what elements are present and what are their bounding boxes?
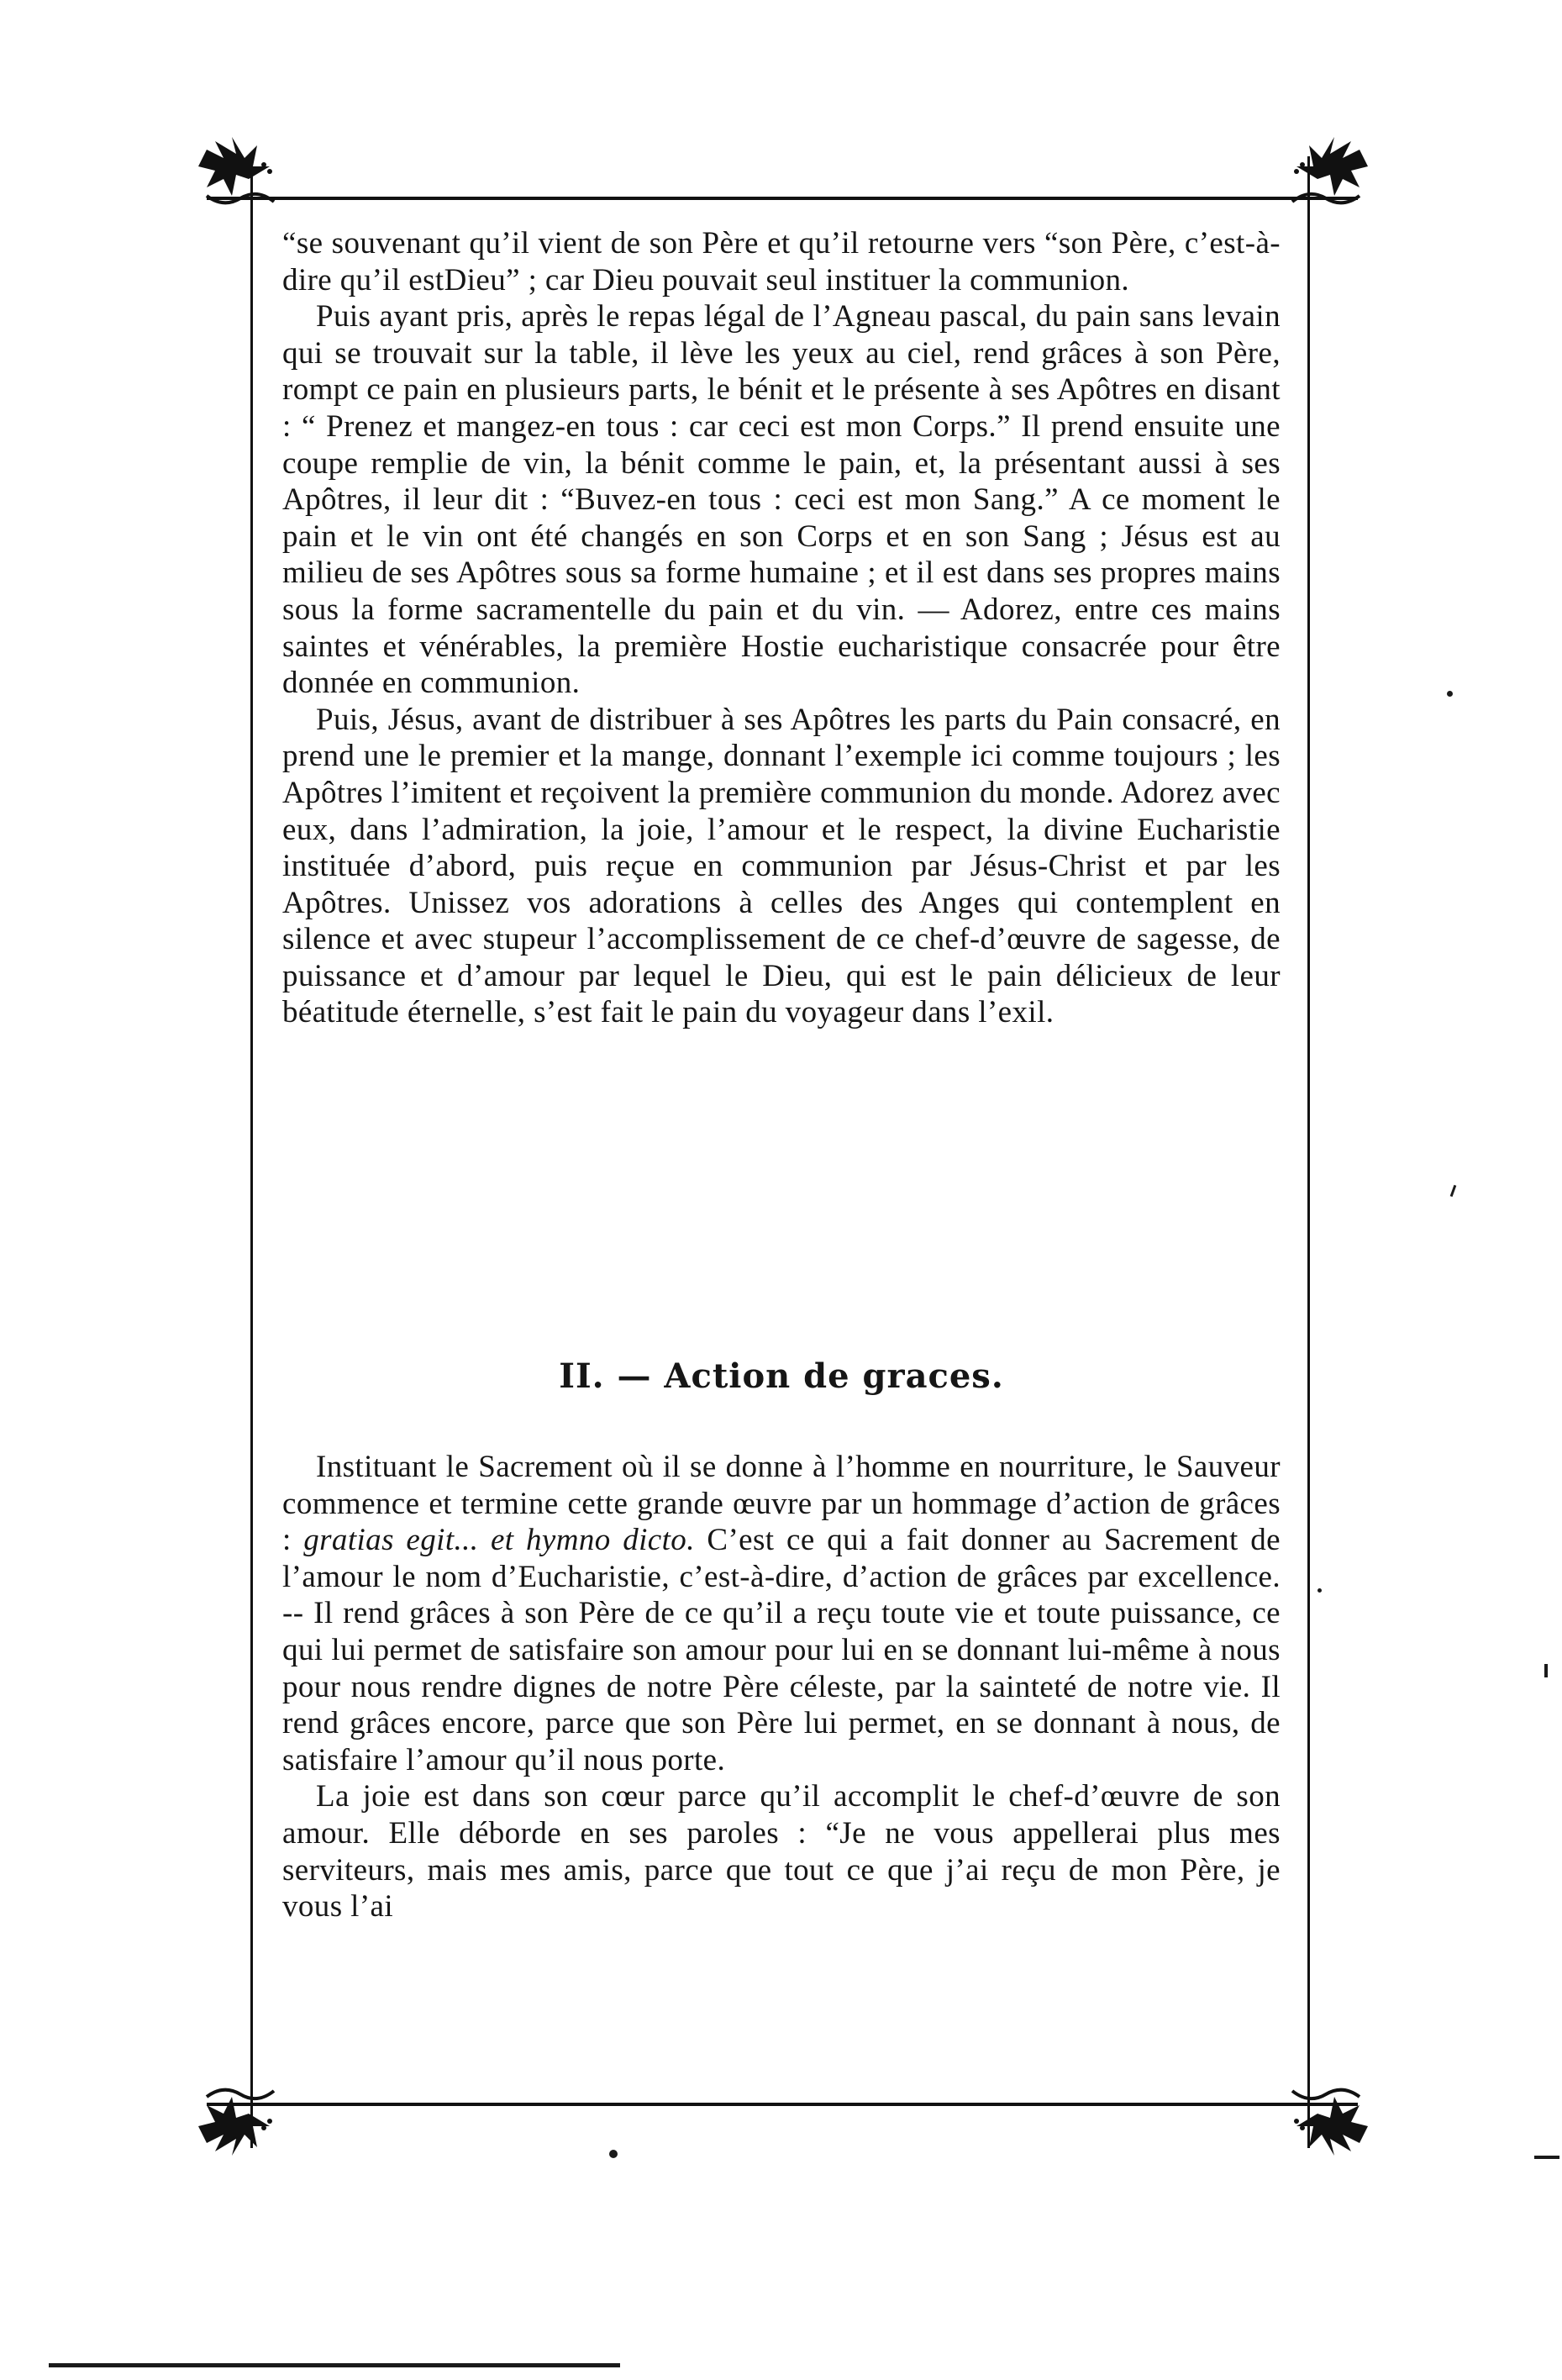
section-one-text bbox=[282, 225, 1281, 1031]
scan-tick bbox=[1544, 1664, 1548, 1677]
scan-dot bbox=[1317, 1588, 1322, 1593]
floral-corner-ornament-bottom-right bbox=[1284, 2067, 1376, 2160]
section-heading: II. — Action de graces. bbox=[559, 1356, 1004, 1396]
scan-dot bbox=[609, 2150, 618, 2158]
frame-left-rule bbox=[250, 156, 253, 2148]
paragraph bbox=[282, 1449, 1281, 1778]
floral-corner-ornament-top-left bbox=[190, 133, 282, 225]
frame-top-rule bbox=[207, 197, 1358, 200]
scan-dash bbox=[1534, 2156, 1559, 2159]
scan-rule-bottom bbox=[49, 2363, 620, 2367]
scan-tick bbox=[1450, 1185, 1457, 1197]
section-two-text bbox=[282, 1449, 1281, 1925]
paragraph: Puis, Jésus, avant de distribuer à ses Apôtres les parts du Pain consacré, en prend une le premier et la mange, donnant l’exemple ici comme toujours ; les Apôtres l’imitent et reçoivent la première communion du monde. Adorez avec eux, dans l’admiration, la joie, l’amour et le respect, la divine Eucharistie instituée d’abord, puis reçue en communion par Jésus-Christ et par les Apôtres. Unissez vos adorations à celles des Anges qui contemplent en silence et avec stupeur l’accomplissement de ce chef-d’œuvre de sagesse, de puissance et d’amour par lequel le Dieu, qui est le pain délicieux de leur béatitude éternelle, s’est fait le pain du voyageur dans l’exil. bbox=[282, 702, 1281, 1030]
floral-corner-ornament-bottom-left bbox=[190, 2067, 282, 2160]
paragraph-text: Instituant le Sacrement où il se donne à l’homme en nourriture, le Sauveur commence et termine cette grande œuvre par un hommage d’action de grâces : bbox=[282, 1450, 1281, 1558]
paragraph: Puis ayant pris, après le repas légal de l’Agneau pascal, du pain sans levain qui se trouvait sur la table, il lève les yeux au ciel, rend grâces à son Père, rompt ce pain en plusieurs parts, le bénit et le présente à ses Apôtres en disant : “ Prenez et mangez-en tous : car ceci est mon Corps.” Il prend ensuite une coupe remplie de vin, la bénit comme le pain, et, la présentant aussi à ses Apôtres, il leur dit : “Buvez-en tous : ceci est mon Sang.” A ce moment le pain et le vin ont été changés en son Corps et en son Sang ; Jésus est au milieu de ses Apôtres sous sa forme humaine ; et il est dans ses propres mains sous la forme sacramentelle du pain et du vin. — Adorez, entre ces mains saintes et vénérables, la première Hostie eucharistique consacrée pour être donnée en communion. bbox=[282, 299, 1281, 701]
paragraph: La joie est dans son cœur parce qu’il accomplit le chef-d’œuvre de son amour. Elle déborde en ses paroles : “Je ne vous appellerai plus mes serviteurs, mais mes amis, parce que tout ce que j’ai reçu de mon Père, je vous l’ai bbox=[282, 1779, 1281, 1925]
floral-corner-ornament-top-right bbox=[1284, 133, 1376, 225]
frame-right-rule bbox=[1307, 156, 1310, 2148]
paragraph: “se souvenant qu’il vient de son Père et qu’il retourne vers “son Père, c’est-à-dire qu’il estDieu” ; car Dieu pouvait seul instituer la communion. bbox=[282, 226, 1281, 298]
paragraph-text: C’est ce qui a fait donner au Sacrement de l’amour le nom d’Eucharistie, c’est-à-dire, d’action de grâces par excellence. -- Il rend grâces à son Père de ce qu’il a reçu toute vie et toute puissance, ce qui lui permet de satisfaire son amour pour lui en se donnant lui-même à nous pour nous rendre dignes de notre Père céleste, par la sainteté de notre vie. Il rend grâces encore, parce que son Père lui permet, en se donnant à nous, de satisfaire l’amour qu’il nous porte. bbox=[282, 1523, 1281, 1777]
scan-dot bbox=[1447, 691, 1453, 697]
frame-bottom-rule bbox=[207, 2103, 1358, 2106]
latin-quote: gratias egit... et hymno dicto. bbox=[303, 1523, 695, 1558]
